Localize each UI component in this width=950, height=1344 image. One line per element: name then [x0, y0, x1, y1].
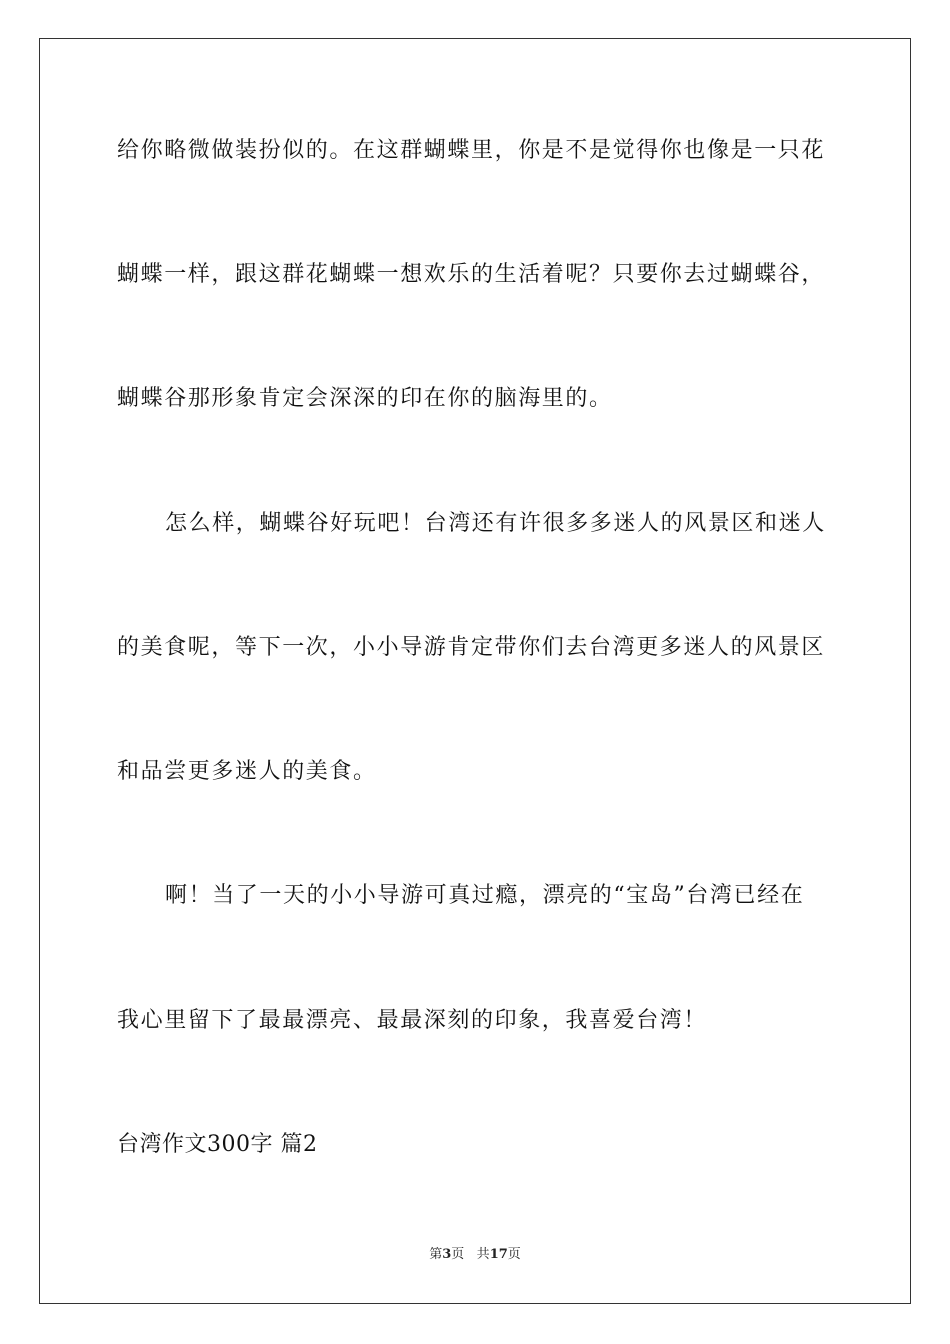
page-border — [39, 38, 911, 1304]
footer-total-prefix: 共 — [476, 1247, 490, 1262]
paragraph-line-3: 蝴蝶谷那形象肯定会深深的印在你的脑海里的。 — [117, 386, 613, 411]
footer-page-suffix: 页 — [451, 1247, 465, 1262]
paragraph-line-5: 的美食呢，等下一次，小小导游肯定带你们去台湾更多迷人的风景区 — [117, 635, 826, 660]
paragraph-line-1: 给你略微做装扮似的。在这群蝴蝶里，你是不是觉得你也像是一只花 — [117, 138, 826, 163]
footer-page-number: 3 — [442, 1247, 452, 1262]
page-footer — [0, 1246, 950, 1264]
section-heading: 台湾作文300字 篇2 — [117, 1132, 318, 1157]
footer-page-prefix: 第 — [429, 1247, 443, 1262]
paragraph-line-4: 怎么样，蝴蝶谷好玩吧！台湾还有许很多多迷人的风景区和迷人 — [165, 511, 826, 536]
footer-total-pages: 17 — [489, 1247, 508, 1262]
paragraph-line-6: 和品尝更多迷人的美食。 — [117, 759, 377, 784]
paragraph-line-2: 蝴蝶一样，跟这群花蝴蝶一想欢乐的生活着呢？只要你去过蝴蝶谷， — [117, 262, 826, 287]
paragraph-line-8: 我心里留下了最最漂亮、最最深刻的印象，我喜爱台湾！ — [117, 1008, 708, 1033]
footer-total-suffix: 页 — [507, 1247, 521, 1262]
paragraph-line-7: 啊！当了一天的小小导游可真过瘾，漂亮的“宝岛”台湾已经在 — [165, 883, 805, 908]
